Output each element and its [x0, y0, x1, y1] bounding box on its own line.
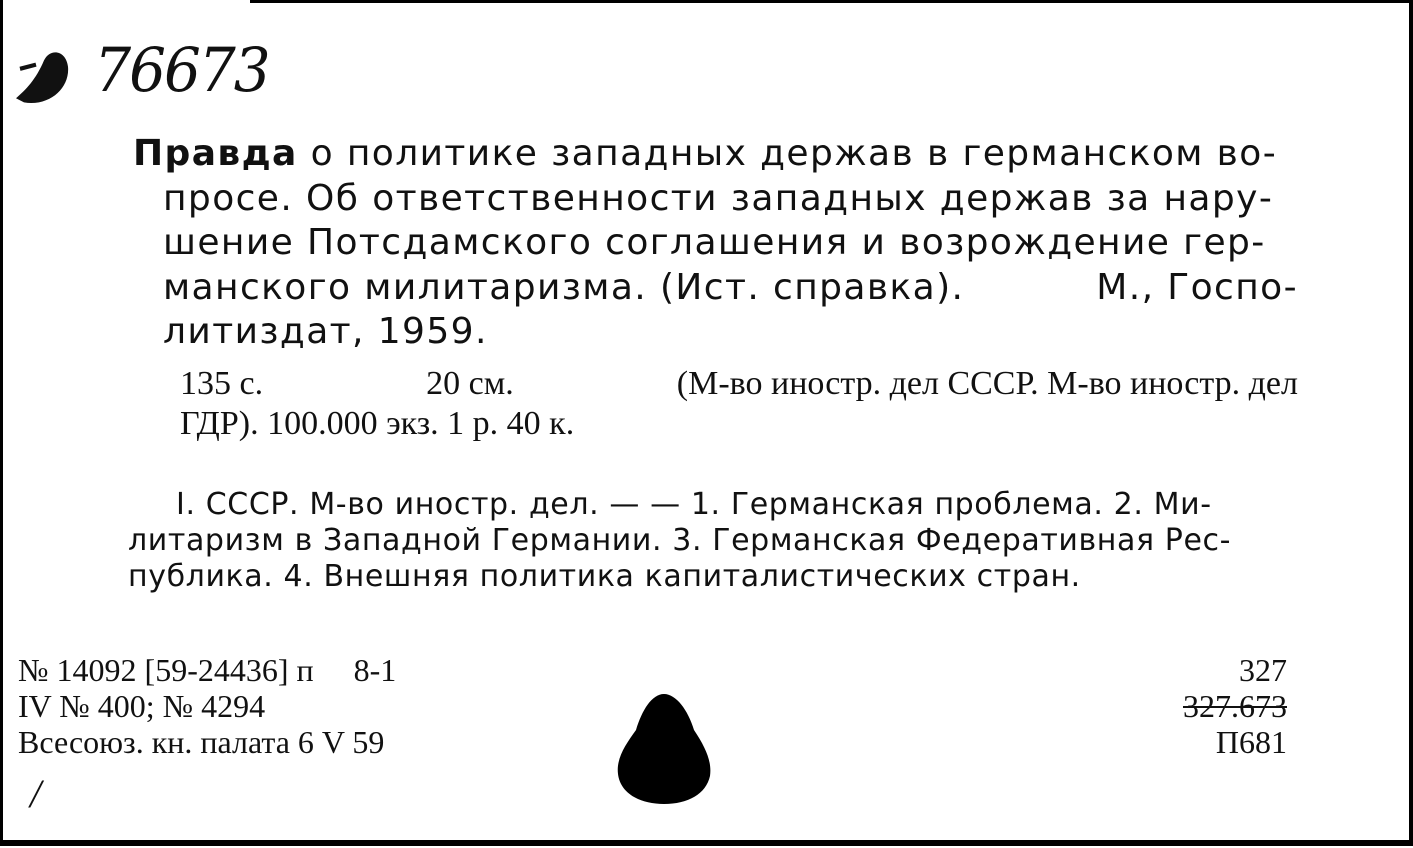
title-line-1-text: о политике западных держав в германском во- — [310, 133, 1278, 174]
classification — [1183, 652, 1287, 760]
title-line-5: литиздат, 1959. — [163, 311, 488, 352]
title-line-4-text: манского милитаризма. (Ист. справка). — [163, 266, 965, 308]
title-line-2: просе. Об ответственности западных держав за нару- — [163, 177, 1274, 219]
subject-line-3: публика. 4. Внешняя политика капиталистических стран. — [128, 559, 1081, 594]
registration-line-2: IV № 400; № 4294 — [18, 688, 266, 724]
physical-line-1 — [180, 364, 1298, 404]
card-top-border — [250, 0, 1413, 3]
physical-line-2: ГДР). 100.000 экз. 1 р. 40 к. — [180, 405, 575, 442]
subject-headings — [128, 487, 1232, 595]
stamp-number: 76673 — [94, 34, 269, 106]
title-block — [133, 132, 1298, 355]
size: 20 см. — [426, 365, 514, 402]
registration-line-3: Всесоюз. кн. палата 6 V 59 — [18, 724, 385, 760]
registration-info — [18, 652, 396, 760]
class-number: 327 — [1239, 652, 1287, 688]
subject-line-2: литаризм в Западной Германии. 3. Германская Федеративная Рес- — [128, 523, 1232, 558]
title-line-1 — [133, 132, 1298, 177]
registration-line-1: № 14092 [59-24436] п 8-1 — [18, 652, 397, 688]
cutter-number: П681 — [1215, 724, 1287, 760]
pages: 135 с. — [180, 365, 264, 402]
handwritten-d-mark — [6, 37, 76, 111]
physical-description — [180, 364, 1298, 444]
imprint-place: М., Госпо- — [1096, 266, 1298, 308]
title-line-3: шение Потсдамского соглашения и возрождение гер- — [163, 222, 1266, 263]
struck-class-number: 327.673 — [1183, 688, 1287, 724]
subject-line-1: I. СССР. М-во иностр. дел. — — 1. Германская проблема. 2. Ми- — [176, 487, 1212, 522]
pencil-tick-mark: / — [30, 771, 42, 816]
punch-hole-icon — [614, 690, 714, 806]
title-lead: Правда — [133, 133, 298, 174]
card-left-border — [0, 0, 3, 846]
handwritten-call-number — [6, 34, 269, 111]
series-note: (М-во иностр. дел СССР. М-во иностр. дел — [676, 365, 1298, 402]
title-line-4 — [133, 266, 1298, 311]
